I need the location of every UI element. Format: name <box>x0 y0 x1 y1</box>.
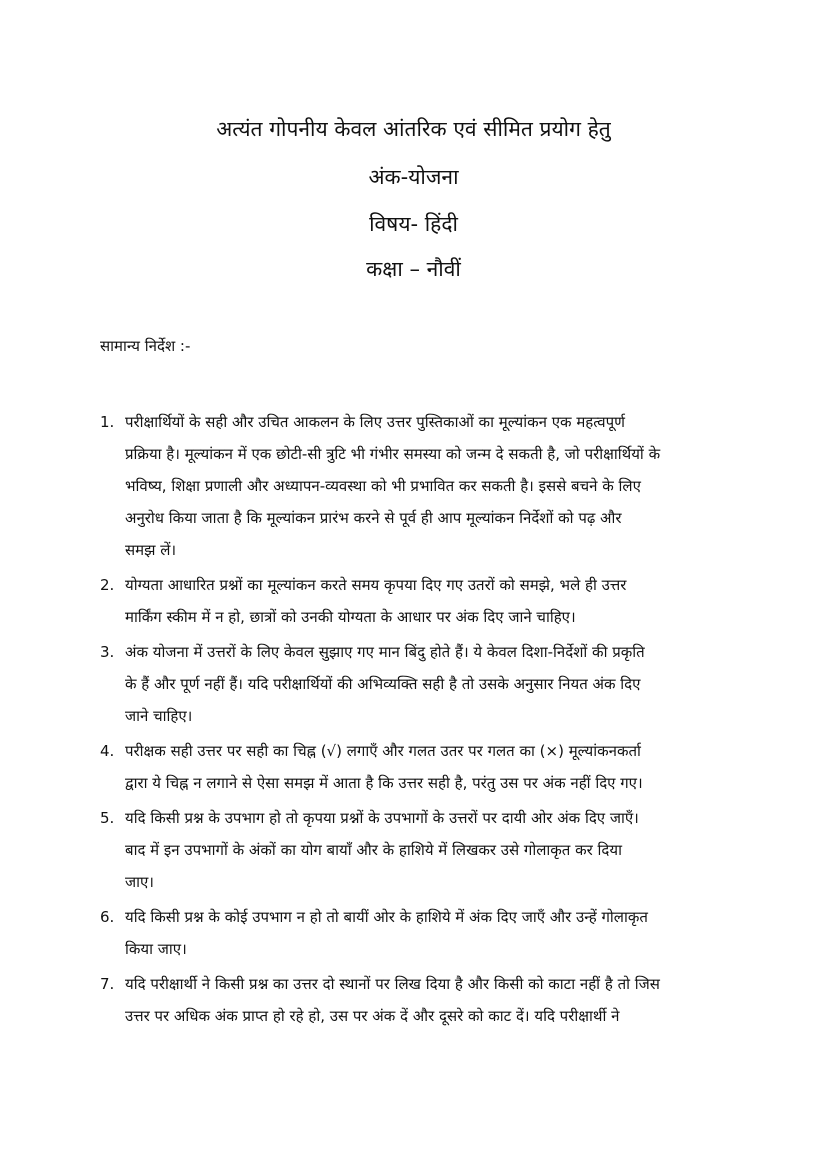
item-number: 2. <box>100 576 115 594</box>
general-instructions-label: सामान्य निर्देश :- <box>100 337 191 355</box>
item-text-line: बाद में इन उपभागों के अंकों का योग बायाँ और के हाशिये में लिखकर उसे गोलाकृत कर दिया <box>125 841 622 859</box>
item-text-line: यदि किसी प्रश्न के कोई उपभाग न हो तो बायीं ओर के हाशिये में अंक दिए जाएँ और उन्हें गोलाकृत <box>125 908 648 926</box>
instruction-item <box>100 406 740 566</box>
instruction-item <box>100 968 740 1032</box>
item-text-line: परीक्षक सही उत्तर पर सही का चिह्न (√) लगाएँ और गलत उतर पर गलत का (×) मूल्यांकनकर्ता <box>125 742 641 760</box>
item-text-line: यदि किसी प्रश्न के उपभाग हो तो कृपया प्रश्नों के उपभागों के उत्तरों पर दायी ओर अंक दिए जाएँ। <box>125 809 639 827</box>
item-text-line: प्रक्रिया है। मूल्यांकन में एक छोटी-सी त्रुटि भी गंभीर समस्या को जन्म दे सकती है, जो परीक्षार्थियों के <box>125 445 661 463</box>
item-number: 1. <box>100 413 115 431</box>
item-text-line: समझ लें। <box>125 541 177 559</box>
item-text-line: अंक योजना में उत्तरों के लिए केवल सुझाए गए मान बिंदु होते हैं। ये केवल दिशा-निर्देशों की प्रकृति <box>125 643 645 661</box>
item-text-line: यदि परीक्षार्थी ने किसी प्रश्न का उत्तर दो स्थानों पर लिख दिया है और किसी को काटा नहीं है तो जिस <box>125 975 660 993</box>
instruction-item <box>100 735 740 799</box>
item-text-line: भविष्य, शिक्षा प्रणाली और अध्यापन-व्यवस्था को भी प्रभावित कर सकती है। इससे बचने के लिए <box>125 477 641 495</box>
item-text-line: अनुरोध किया जाता है कि मूल्यांकन प्रारंभ करने से पूर्व ही आप मूल्यांकन निर्देशों को पढ़ और <box>125 509 622 527</box>
item-number: 6. <box>100 908 115 926</box>
item-text-line: परीक्षार्थियों के सही और उचित आकलन के लिए उत्तर पुस्तिकाओं का मूल्यांकन एक महत्वपूर्ण <box>125 413 625 431</box>
item-number: 3. <box>100 643 115 661</box>
subject-title: विषय- हिंदी <box>369 212 458 236</box>
item-text-line: योग्यता आधारित प्रश्नों का मूल्यांकन करते समय कृपया दिए गए उतरों को समझे, भले ही उत्तर <box>125 576 627 594</box>
instruction-item <box>100 802 740 898</box>
item-text-line: किया जाए। <box>125 940 187 958</box>
confidential-heading: अत्यंत गोपनीय केवल आंतरिक एवं सीमित प्रयोग हेतु <box>216 117 611 141</box>
item-text-line: जाए। <box>125 873 154 891</box>
item-number: 5. <box>100 809 115 827</box>
item-text-line: द्वारा ये चिह्न न लगाने से ऐसा समझ में आता है कि उत्तर सही है, परंतु उस पर अंक नहीं दिए गए। <box>125 774 643 792</box>
instruction-item <box>100 636 740 732</box>
instructions-list <box>100 406 740 1035</box>
item-text-line: के हैं और पूर्ण नहीं हैं। यदि परीक्षार्थियों की अभिव्यक्ति सही है तो उसके अनुसार नियत अंक दिए <box>125 675 641 693</box>
item-number: 4. <box>100 742 115 760</box>
item-text-line: जाने चाहिए। <box>125 707 193 725</box>
instruction-item <box>100 901 740 965</box>
item-number: 7. <box>100 975 115 993</box>
instruction-item <box>100 569 740 633</box>
marking-scheme-title: अंक-योजना <box>368 165 459 189</box>
item-text-line: उत्तर पर अधिक अंक प्राप्त हो रहे हो, उस पर अंक दें और दूसरे को काट दें। यदि परीक्षार्थी ने <box>125 1007 620 1025</box>
class-title: कक्षा – नौवीं <box>366 257 461 281</box>
item-text-line: मार्किंग स्कीम में न हो, छात्रों को उनकी योग्यता के आधार पर अंक दिए जाने चाहिए। <box>125 608 576 626</box>
